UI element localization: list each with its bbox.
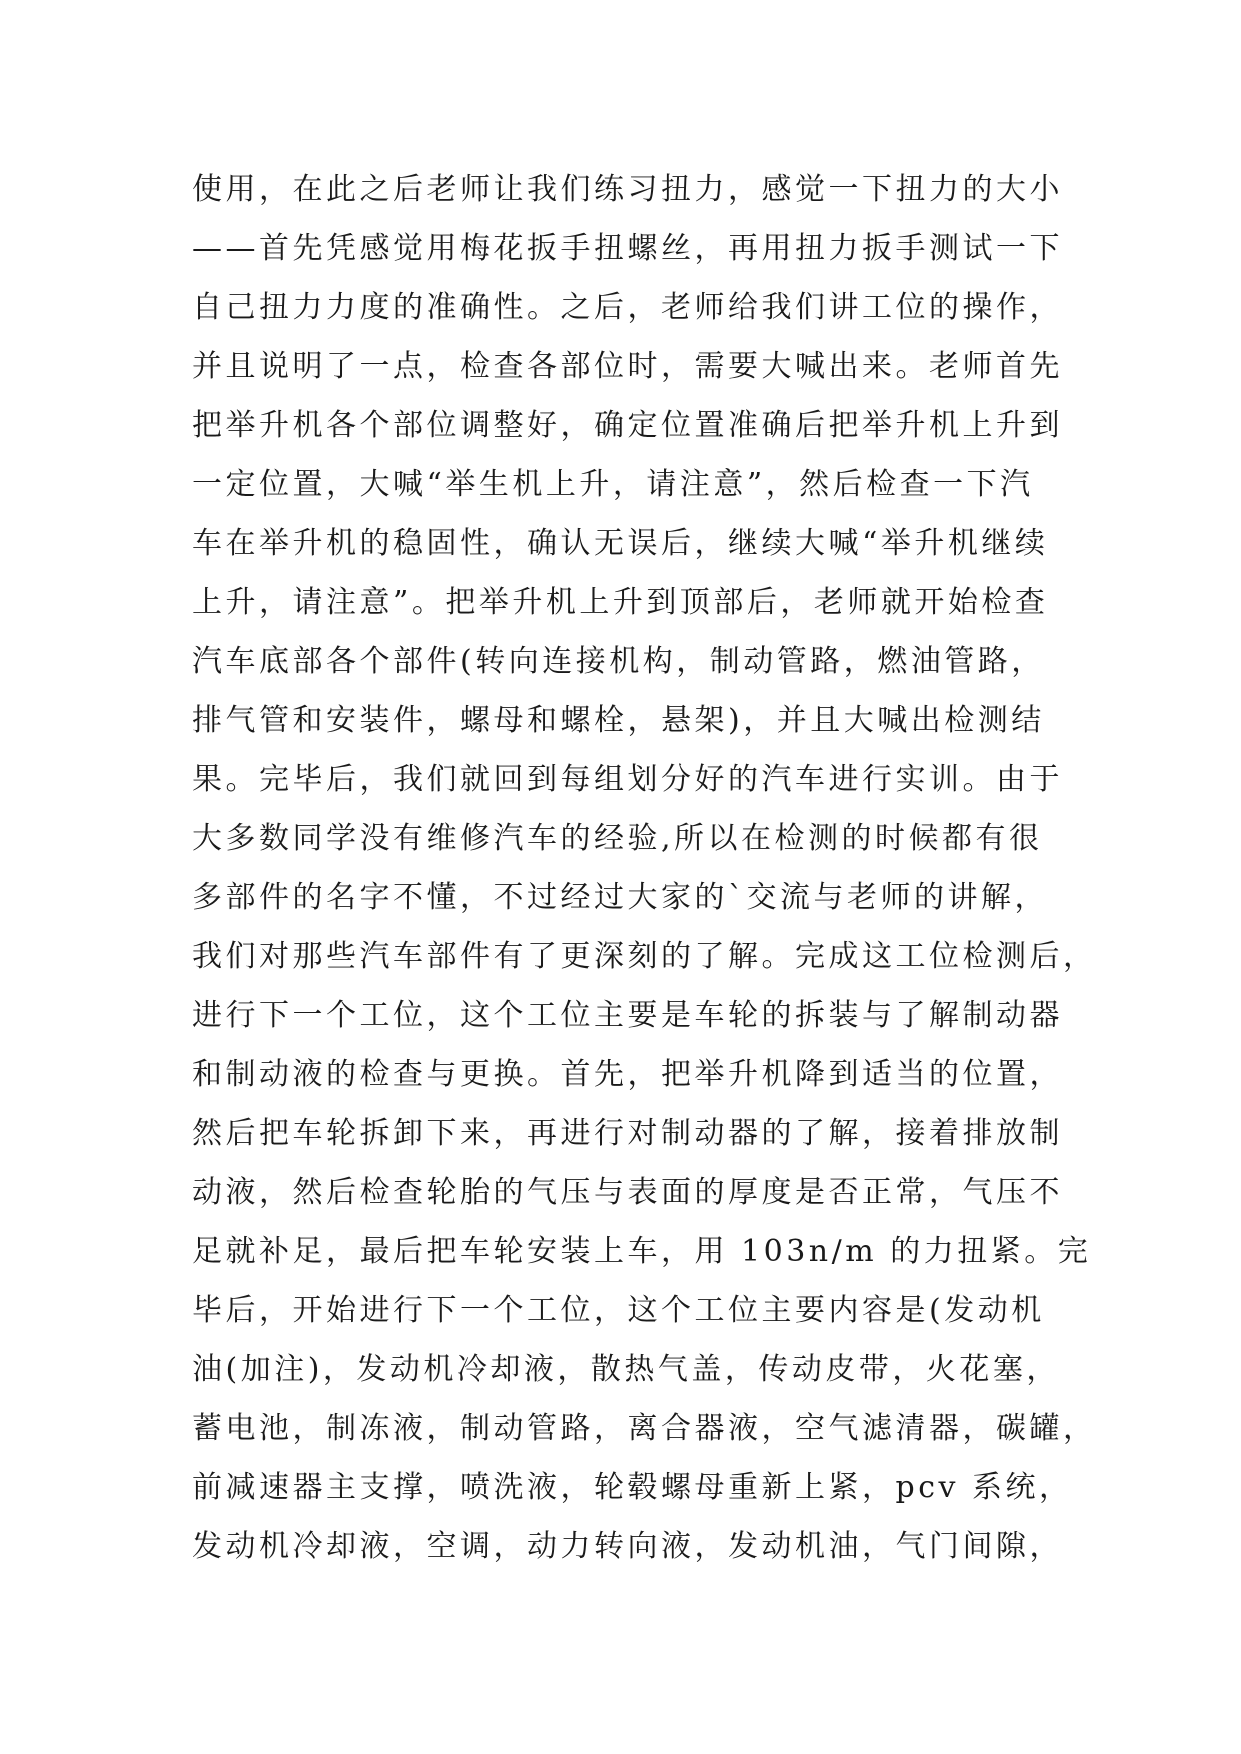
text-line: 动液，然后检查轮胎的气压与表面的厚度是否正常，气压不 (192, 1175, 1063, 1210)
text-line: 毕后，开始进行下一个工位，这个工位主要内容是(发动机 (192, 1293, 1045, 1328)
text-line: 汽车底部各个部件(转向连接机构，制动管路，燃油管路， (192, 644, 1045, 679)
text-line: 果。完毕后，我们就回到每组划分好的汽车进行实训。由于 (192, 762, 1063, 797)
text-line: 一定位置，大喊“举生机上升，请注意”，然后检查一下汽 (192, 467, 1034, 502)
text-line: 大多数同学没有维修汽车的经验,所以在检测的时候都有很 (192, 821, 1043, 856)
text-line: 自己扭力力度的准确性。之后，老师给我们讲工位的操作， (192, 290, 1063, 325)
text-line: 把举升机各个部位调整好，确定位置准确后把举升机上升到 (192, 408, 1063, 443)
text-line: 发动机冷却液，空调，动力转向液，发动机油，气门间隙， (192, 1529, 1063, 1564)
text-line: ——首先凭感觉用梅花扳手扭螺丝，再用扭力扳手测试一下 (192, 231, 1063, 266)
text-line: 多部件的名字不懂，不过经过大家的`交流与老师的讲解， (192, 880, 1048, 915)
text-line: 足就补足，最后把车轮安装上车，用 103n/m 的力扭紧。完 (192, 1234, 1092, 1269)
text-line: 并且说明了一点，检查各部位时，需要大喊出来。老师首先 (192, 349, 1063, 384)
text-line: 车在举升机的稳固性，确认无误后，继续大喊“举升机继续 (192, 526, 1049, 561)
text-line: 和制动液的检查与更换。首先，把举升机降到适当的位置， (192, 1057, 1063, 1092)
text-line: 油(加注)，发动机冷却液，散热气盖，传动皮带，火花塞， (192, 1352, 1060, 1387)
text-line: 前减速器主支撑，喷洗液，轮毂螺母重新上紧，pcv 系统， (192, 1470, 1073, 1505)
body-text (192, 160, 1097, 1576)
text-line: 然后把车轮拆卸下来，再进行对制动器的了解，接着排放制 (192, 1116, 1063, 1151)
text-line: 使用，在此之后老师让我们练习扭力，感觉一下扭力的大小 (192, 172, 1063, 207)
text-line: 上升，请注意”。把举升机上升到顶部后，老师就开始检查 (192, 585, 1049, 620)
text-line: 进行下一个工位，这个工位主要是车轮的拆装与了解制动器 (192, 998, 1063, 1033)
text-line: 排气管和安装件，螺母和螺栓，悬架)，并且大喊出检测结 (192, 703, 1045, 738)
text-line: 蓄电池，制冻液，制动管路，离合器液，空气滤清器，碳罐， (192, 1411, 1097, 1446)
text-line: 我们对那些汽车部件有了更深刻的了解。完成这工位检测后， (192, 939, 1097, 974)
